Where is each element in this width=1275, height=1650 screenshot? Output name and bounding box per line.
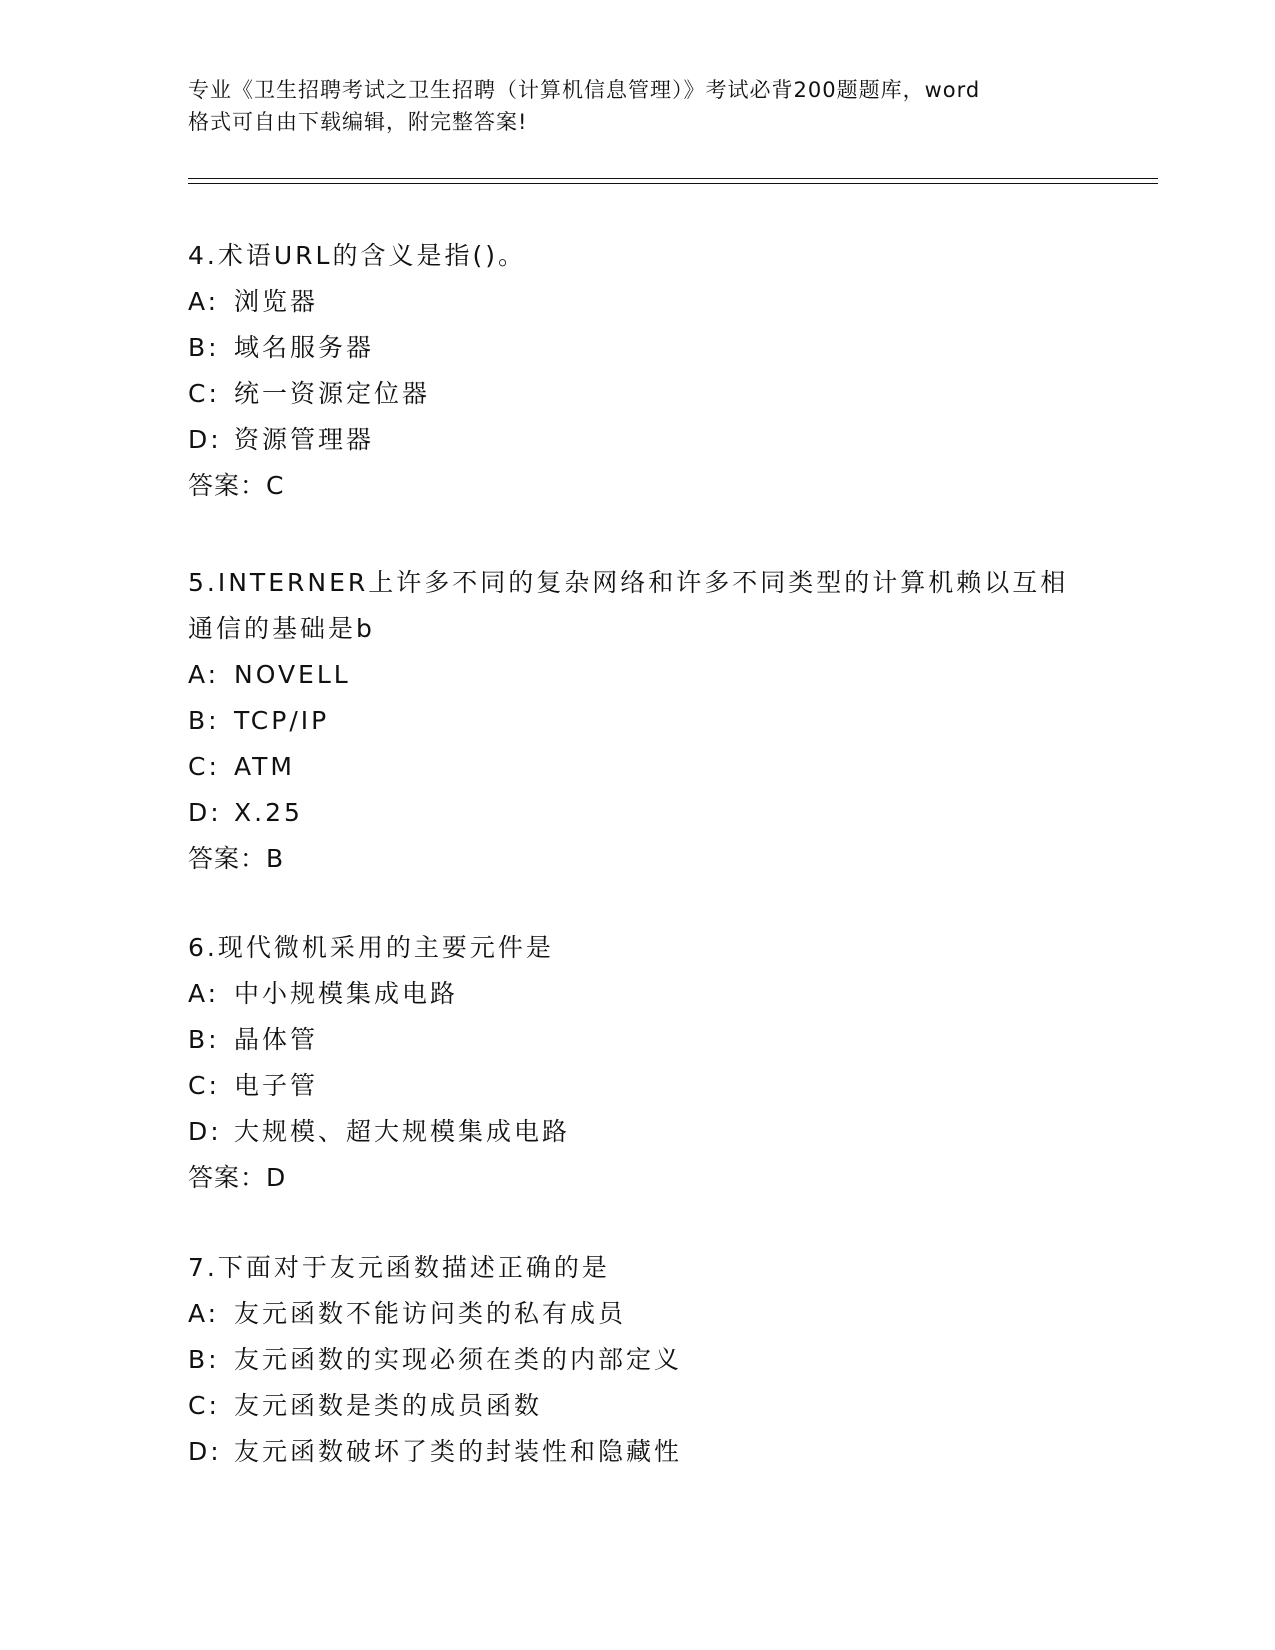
option-d	[188, 790, 1108, 836]
option-c	[188, 1383, 1108, 1429]
option-b	[188, 325, 1108, 371]
option-c	[188, 744, 1108, 790]
option-key: D:	[188, 1437, 222, 1466]
option-text: 电子管	[234, 1071, 319, 1100]
header-title-line-2: 格式可自由下载编辑，附完整答案!	[188, 110, 528, 134]
option-text: 统一资源定位器	[234, 379, 431, 408]
answer-line: 答案：B	[188, 844, 285, 873]
option-text: X.25	[234, 798, 303, 827]
question-4	[188, 233, 1108, 509]
option-d	[188, 1109, 1108, 1155]
header-title-line-1: 专业《卫生招聘考试之卫生招聘（计算机信息管理）》考试必背200题题库，word	[188, 78, 981, 102]
question-stem-continued: 通信的基础是b	[188, 614, 375, 643]
option-c	[188, 1063, 1108, 1109]
option-a	[188, 1291, 1108, 1337]
option-text: 友元函数的实现必须在类的内部定义	[234, 1345, 683, 1374]
option-b	[188, 1017, 1108, 1063]
option-text: 域名服务器	[234, 333, 375, 362]
header-divider-top	[188, 178, 1158, 179]
option-a	[188, 652, 1108, 698]
question-stem: 4.术语URL的含义是指()。	[188, 241, 526, 270]
option-b	[188, 1337, 1108, 1383]
option-text: 友元函数是类的成员函数	[234, 1391, 543, 1420]
question-7	[188, 1245, 1108, 1475]
option-key: B:	[188, 1025, 220, 1054]
option-d	[188, 1429, 1108, 1475]
option-text: NOVELL	[234, 660, 351, 689]
option-key: C:	[188, 752, 220, 781]
answer-line: 答案：C	[188, 471, 285, 500]
option-c	[188, 371, 1108, 417]
document-header	[188, 74, 1108, 138]
option-key: B:	[188, 706, 220, 735]
option-key: A:	[188, 1299, 220, 1328]
option-key: B:	[188, 333, 220, 362]
header-divider-bottom	[188, 183, 1158, 184]
option-key: A:	[188, 979, 220, 1008]
question-6	[188, 925, 1108, 1201]
option-key: D:	[188, 425, 222, 454]
option-key: A:	[188, 660, 220, 689]
option-text: 大规模、超大规模集成电路	[234, 1117, 571, 1146]
option-text: 资源管理器	[234, 425, 375, 454]
option-key: C:	[188, 379, 220, 408]
option-d	[188, 417, 1108, 463]
option-key: C:	[188, 1391, 220, 1420]
option-key: B:	[188, 1345, 220, 1374]
option-text: 中小规模集成电路	[234, 979, 459, 1008]
option-text: ATM	[234, 752, 296, 781]
question-5	[188, 560, 1108, 882]
option-text: 晶体管	[234, 1025, 319, 1054]
option-key: D:	[188, 1117, 222, 1146]
option-key: D:	[188, 798, 222, 827]
option-a	[188, 279, 1108, 325]
option-key: A:	[188, 287, 220, 316]
option-text: 友元函数不能访问类的私有成员	[234, 1299, 627, 1328]
option-a	[188, 971, 1108, 1017]
option-key: C:	[188, 1071, 220, 1100]
option-text: TCP/IP	[234, 706, 330, 735]
question-stem: 6.现代微机采用的主要元件是	[188, 933, 554, 962]
option-text: 浏览器	[234, 287, 319, 316]
option-b	[188, 698, 1108, 744]
option-text: 友元函数破坏了类的封装性和隐藏性	[234, 1437, 683, 1466]
question-stem: 5.INTERNER上许多不同的复杂网络和许多不同类型的计算机赖以互相	[188, 568, 1069, 597]
question-stem: 7.下面对于友元函数描述正确的是	[188, 1253, 610, 1282]
answer-line: 答案：D	[188, 1163, 287, 1192]
